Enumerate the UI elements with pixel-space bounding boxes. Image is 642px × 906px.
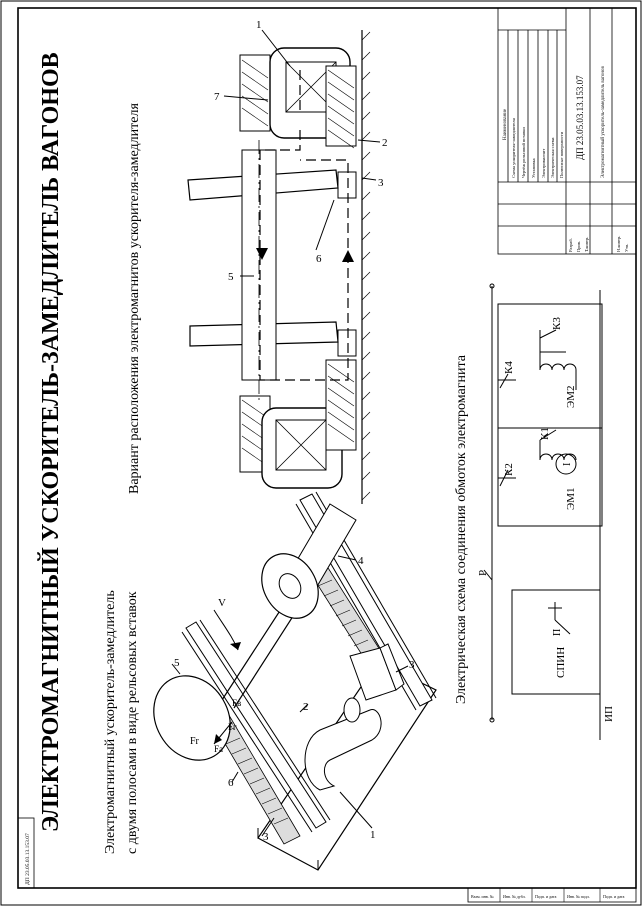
scheme-label-EM1: ЭМ1 (565, 487, 577, 510)
iso-label-5: 5 (174, 657, 180, 669)
rail-section-bottom (338, 330, 356, 356)
iso-label-3b: 3 (409, 659, 415, 671)
section-label-5: 5 (228, 271, 234, 283)
iso-label-3a: 3 (263, 831, 269, 843)
tb-row-2: Чертёж рельсовой вставки (521, 127, 526, 178)
section-label-7: 7 (214, 91, 220, 103)
electromagnet-top (240, 48, 356, 148)
scheme-label-EM2: ЭМ2 (565, 385, 577, 408)
section-label-2: 2 (382, 137, 388, 149)
tb-sheet-name: Электромагнитный ускоритель-замедлитель вагонов (601, 66, 606, 178)
iso-label-Fg: Fг (228, 722, 237, 732)
scheme-label-SPIN: СПИН (555, 646, 567, 678)
scheme-label-K4: К4 (503, 361, 515, 374)
bottom-field-4: Инв. № подл. (567, 894, 590, 899)
iso-label-Fr: Fr (190, 736, 199, 747)
iso-label-Fv: Fв (232, 698, 242, 708)
drawing-title: ЭЛЕКТРОМАГНИТНЫЙ УСКОРИТЕЛЬ-ЗАМЕДЛИТЕЛЬ ВАГОНОВ (38, 52, 64, 832)
iso-label-Fa: Fa (214, 744, 223, 754)
section-label-3: 3 (378, 177, 384, 189)
bottom-field-2: Инв. № дубл. (503, 894, 526, 899)
electrical-scheme (484, 284, 602, 740)
section-label-6: 6 (316, 253, 322, 265)
isometric-view (139, 492, 436, 870)
bottom-field-1: Взам. инв. № (471, 894, 494, 899)
tb-row-6: Полюсные поверхности (559, 132, 564, 178)
variant-caption: Вариант расположения электромагнитов ускорителя-замедлителя (127, 103, 142, 494)
iso-label-V: V (218, 597, 226, 609)
iso-caption-line1: Электромагнитный ускоритель-замедлитель (103, 590, 118, 854)
bottom-field-3: Подп. и дата (535, 894, 557, 899)
scheme-label-P: Р (477, 569, 489, 576)
section-label-1: 1 (256, 19, 262, 31)
bottom-fields (468, 888, 636, 902)
tb-role-3: Т.контр. (584, 236, 589, 252)
scheme-label-I: I (562, 462, 573, 466)
bottom-field-5: Подп. и дата (603, 894, 625, 899)
scheme-label-P2: П (552, 628, 563, 636)
tb-row-1: Схема ускорителя-замедлителя (511, 118, 516, 178)
scheme-caption: Электрическая схема соединения обмоток электромагнита (454, 355, 469, 704)
tb-role-4: Н.контр. (616, 235, 621, 252)
iso-label-1: 1 (370, 829, 376, 841)
tb-row-3: Установка (531, 158, 536, 178)
iso-caption-line2: с двумя полосами в виде рельсовых вставок (125, 591, 140, 854)
tb-row-4: Электромагнит (541, 148, 546, 178)
tb-role-1: Разраб. (568, 238, 573, 252)
tb-doc-code: ДП 23.05.03.13.153.07 (575, 75, 585, 160)
rail-section-top (338, 172, 356, 198)
iso-label-4: 4 (358, 555, 364, 567)
title-block (498, 8, 636, 254)
tb-role-2: Пров. (576, 241, 581, 252)
scheme-label-IP: ИП (603, 706, 615, 722)
tb-role-5: Утв. (624, 243, 629, 252)
side-stamp: ДП 23.05.03.13.153.07 (25, 833, 31, 885)
iso-label-6: 6 (228, 777, 234, 789)
scheme-label-K2: К2 (503, 463, 515, 476)
coil-em2 (540, 364, 576, 370)
tb-table-head: Наименование (503, 108, 508, 140)
iso-label-2: 2 (303, 701, 309, 713)
tb-row-5: Электрическая схема (550, 137, 555, 178)
scheme-label-K3: К3 (551, 317, 563, 330)
scheme-label-K1: К1 (539, 427, 551, 440)
